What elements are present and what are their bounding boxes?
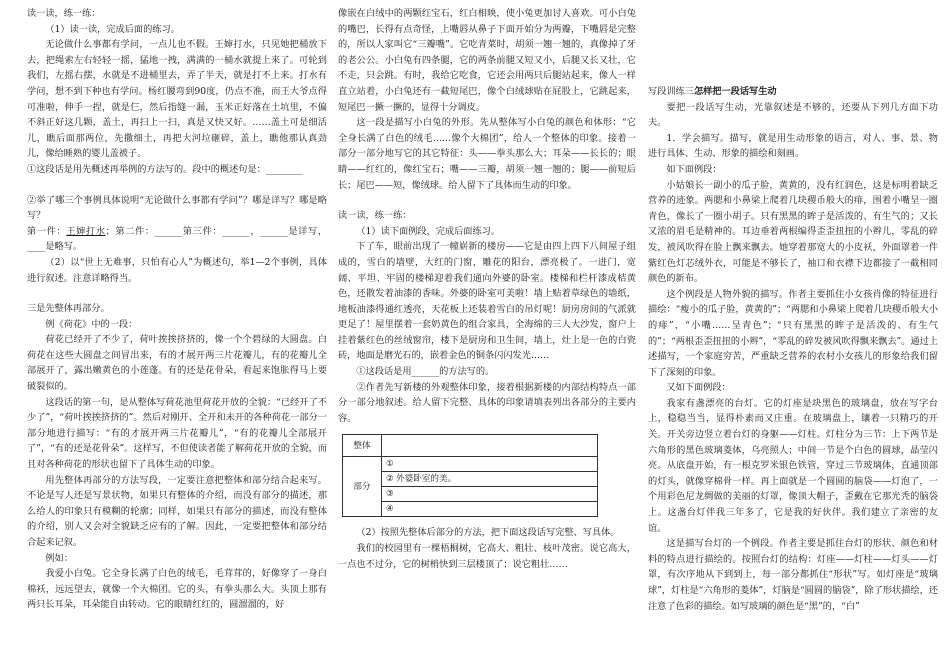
passage-lotus: 荷花已经开了不少了，荷叶挨挨挤挤的，像一个个碧绿的大圆盘。白荷花在这些大圆盘之间冒出来，有的才展开两三片花瓣儿，有的花瓣儿全部展开了，露出嫩黄色的小莲蓬。有的还是花骨朵，看起来饱胀得马上要破裂似的。: [27, 334, 327, 393]
question-text: ①这段话是用先概述再举例的方法写的。段中的概述句是：: [27, 163, 266, 175]
section-title: 怎样把一段话写生动: [693, 86, 777, 97]
table-cell-part: [382, 487, 598, 502]
table-row: [343, 457, 598, 472]
task-write-examples: （2）以“世上无难事，只怕有心人”为概述句，举1—2个事例，具体进行叙述。注意详略得当。: [27, 256, 327, 284]
answer-first-value: 王婶打水: [66, 225, 106, 237]
passage-little-girl: 小姑娘长一副小的瓜子脸，黄黄的，没有红润色，这是标明着缺乏营养的迹象。两腮和小鼻梁上爬着几块稷币般大的痱，围着小嘴呈一圈青色，像长了一圈小胡子。只有黑黑的眸子是活泼的、有生气的；又长又浓的眉毛是精神的。耳边垂着两根编得歪歪扭扭的小辫儿，零乱的碎发，被风吹得在脸上飘来飘去。她穿着那宽大的小皮袄，外面罩着一件紫红色灯芯绒外衣，可能是不够长了，袖口和衣襟下边都接了一截相同颜色的新布。: [648, 179, 938, 285]
practice-intro: 读一读，练一练：: [27, 8, 101, 19]
item-number: ④: [386, 504, 394, 515]
answer-second-prefix: ；第二件：: [105, 225, 155, 237]
table-cell-part: [382, 457, 598, 472]
answer-blank: ________: [265, 163, 303, 175]
example-label-rabbit: 例如：: [45, 552, 73, 564]
question-fill-table: ②作者先写新楼的外观整体印象，接着根据新楼的内部结构特点一部分一部分地叙述。给人留下完整、具体的印象请填表列出各部分的主要内容。: [338, 381, 636, 424]
question-text: ①这段话是用: [356, 366, 412, 378]
question-three-examples: ②举了哪三个事例具体说明“无论做什么事都有学问”？哪是详写？哪是略写？: [27, 194, 327, 222]
item-text: 外婆卧室的美。: [396, 474, 457, 485]
spacer: [27, 178, 327, 193]
task-read-example: （1）读下面例段，完成后面练习。: [356, 225, 501, 237]
column-left: [27, 6, 327, 613]
passage-parasol-tree: 我们的校园里有一棵梧桐树，它高大、粗壮、枝叶茂密。说它高大，一点也不过分，它的树梢快到三层楼顶了；说它粗壮……: [338, 543, 636, 570]
analysis-rabbit: 这一段是描写小白兔的外形。先从整体写小白兔的颜色和体形：“它全身长满了白色的绒毛……像个大棉团”，给人一个整体的印象。接着一部分一部分地写它的其它特征：头——拳头那么大；耳朵——长长的；眼睛——红红的，像红宝石；嘴——三瓣，胡须一翘一翘的；腿——前短后长；尾巴——短，像绒球。给人留下了具体而生动的印象。: [338, 117, 636, 191]
table-cell-part: [382, 472, 598, 487]
section-intro: 要把一段话写生动，光靠叙述是不够的，还要从下列几方面下功夫。: [648, 101, 938, 129]
table-row-whole: [343, 435, 598, 457]
table-cell-whole: [382, 435, 598, 457]
question-suffix: 的方法写的。: [439, 366, 495, 378]
example-label-lotus: 例《荷花》中的一段：: [45, 318, 138, 330]
practice-intro: 读一读，练一练：: [338, 210, 412, 222]
answer-blank: ______: [154, 225, 183, 237]
whole-part-table: [342, 434, 598, 517]
table-row: [343, 472, 598, 487]
column-middle: [338, 6, 636, 572]
task-complete-paragraph: （2）按照先整体后部分的方法，把下面这段话写完整、写具体。: [356, 527, 620, 539]
answer-brief-suffix: 是略写。: [45, 241, 83, 253]
item-number: ③: [386, 489, 394, 500]
analysis-desk-lamp: 这是描写台灯的一个例段。作者主要是抓住台灯的形状、颜色和材料的特点进行描绘的。按照台灯的结构：灯座——灯柱——灯头——灯罩，有次序地从下到到上，每一部分都抓住“形状”写。如灯座是“玻璃球”，灯柱是“六角形的菱体”，灯脑是“圆圆的脑袋”，除了形状描绘，还注意了色彩的描绘。如写玻璃的颜色是“黑”的，“白”: [648, 538, 938, 612]
item-number: ②: [386, 474, 394, 485]
table-row: [343, 487, 598, 502]
column-right: [648, 84, 938, 614]
passage-rabbit-continued: 像嵌在白绒中的两颗红宝石，红白相映，使小兔更加讨人喜欢。可小白兔的嘴巴，长得有点奇怪，上嘴唇从鼻子下面开始分为两瓣，下嘴唇是完整的，所以人家叫它“三瓣嘴”。它吃青菜时，胡须一翘一翘的，真像掉了牙的老公公。小白兔有四条腿，它的两条前腿又短又小，后腿又长又壮，它不走，只会跳。有时，我给它吃食，它还会用两只后腿站起来，像人一样直立站着，小白兔还有一截短尾巴，像个白绒球贴在屁股上，它跳起来，短尾巴一撅一撅的，显得十分调皮。: [338, 8, 636, 113]
answer-blank: ______: [260, 225, 288, 237]
passage-new-house: 下了车，眼前出现了一幢崭新的楼房——它是由四上四下八间屋子组成的，雪白的墙壁，大红的门窗，雕花的阳台，漂亮极了。一进门，宽阔、平坦、牢固的楼梯迎着我们通向外婆的卧室。楼梯和栏杆漆成桔黄色，还散发着油漆的香味。外婆的卧室可美啦！墙上贴着草绿色的墙纸，地板油漆得通红透亮，天花板上还装着雪白的吊灯呢！厨房房间的气派就更足了！屋里摆着一套奶黄色的组合家具，全海绵的三人大沙发，窗户上挂着紫红色的丝绒窗帘，楼下是厨房和卫生间，墙上，灶上是一色的白瓷砖，地面是磨光石的，嵌着金色的铜条闪闪发光……: [338, 241, 636, 362]
passage-rabbit-start: 我爱小白兔。它全身长满了白色的绒毛，毛茸茸的，好像穿了一身白棉袄，远远望去，就像一个大棉团。它的头，有拳头那么大。头顶上那有两只长耳朵，耳朵能自由转动。它的眼睛红红的，圆溜溜的，好: [27, 568, 327, 611]
question-method: [338, 364, 636, 380]
answer-detailed-suffix: 是详写，: [287, 225, 327, 237]
analysis-whole-and-part: 用先整体再部分的方法写段，一定要注意把整体和部分结合起来写。不论是写人还是写景状物，如果只有整体的介绍，而没有部分的描述，那么给人的印象只有模糊的轮廓；同样，如果只有部分的描述，而没有整体的介绍，别人又会对全貌缺乏应有的了解。因此，一定要把整体和部分结合起来记叙。: [27, 474, 327, 548]
section-heading: [648, 84, 938, 100]
point-description: 1．学会描写。描写，就是用生动形象的语言，对人、事、景、物进行具体、生动、形象的描绘和刻画。: [648, 132, 938, 160]
passage-desk-lamp: 我家有盏漂亮的台灯。它的灯座是块黑色的玻璃盘，放在写字台上，稳稳当当，显得朴素而又庄重。在玻璃盘上，镶着一只精巧的开关。开关旁边竖立着台灯的身躯——灯柱。灯柱分为三节：上下两节是六角形的黑色玻璃菱体，乌亮照人；中间一节是个白色的圆球，晶莹闪亮。从底盘开始，有一根克罗米银色铁管，穿过三节玻璃体，直通顶部的灯头，就像穿棉骨一样。再上面就是一个圆圆的脑袋——灯泡了，一个用彩色尼龙绸做的美丽的灯罩，像顶大帽子，歪戴在它那光秃的脑袋上。这盏台灯伴我三年多了，它是我的好伙伴。我们建立了亲密的友谊。: [648, 397, 938, 534]
table-cell-part: [382, 502, 598, 517]
example-label-girl: 如下面例段：: [666, 163, 722, 175]
answer-blank: ______: [222, 225, 250, 237]
task-read-complete: （1）读一读，完成后面的练习。: [45, 23, 180, 35]
question-summary-sentence: [27, 162, 327, 178]
table-label-whole: 整体: [343, 435, 382, 457]
item-number: ①: [386, 459, 394, 470]
answer-blank: ______: [411, 366, 440, 378]
answer-first-prefix: 第一件：: [27, 225, 67, 237]
passage-learning-everywhere: 无论做什么事都有学问，一点儿也不假。王婶打水，只见她把桶放下去，把绳索左右轻轻一摇，猛地一拽，满满的一桶水就提上来了。可轮到我们，左摇右摆，水就是不进桶里去，弄了半天，就是打不上来。打水有学问，想不到下种也有学问。杨红腰弯到90度，仍点不准，而王大爷点得可准啦，伸手一捏，就是仨，然后指缝一漏，玉米正好落在土坑里，不偏不斜正好这几颗，盖土，再扫上一扫，真是又快又好。……盖土可是细活儿，瞧后面那两位，先撒细土，再把大河垃砸碎，盖上，瞧他那认真劲儿，像给睡熟的婴儿盖被子。: [27, 39, 327, 160]
table-label-part: 部分: [343, 457, 382, 517]
spacer: [27, 286, 327, 301]
spacer: [338, 193, 636, 208]
answer-line: 第一件：王婶打水；第二件：______第三件：______，______是详写，____是略写。: [27, 225, 327, 253]
section-prefix: 写段训练三: [648, 86, 694, 97]
answer-blank: ____: [27, 241, 46, 253]
analysis-little-girl: 这个例段是人物外貌的描写。作者主要抓住小女孩肖像的特征进行描绘：“瘦小的瓜子脸，黄黄的”；“两腮和小鼻梁上爬着几块稷币般大小的痱”，“小嘴……呈青色”；“只有黑黑的眸子是活泼的、有生气的”；“两根歪歪扭扭的小辫”，“零乱的碎发被风吹得飘来飘去”。通过上述描写，一个家庭穷苦，严重缺乏营养的农村小女孩儿的形象给我们留下了深刻的印象。: [648, 288, 938, 378]
analysis-lotus: 这段话的第一句，是从整体写荷花池里荷花开放的全貌：“已经开了不少了”，“荷叶挨挨挤挤的”。然后对刚开、全开和未开的各种荷花一部分一部分地进行描写：“有的才展开两三片花瓣儿”，“有的花瓣儿全部展开了”，“有的还是花骨朵”。这样写，不但使读者能了解荷花开放的全貌，而且对各种荷花的形状也留下了具体生动的印象。: [27, 396, 327, 471]
answer-third-prefix: 第三件：: [182, 225, 223, 237]
section-whole-then-part: 三是先整体再部分。: [27, 303, 110, 315]
table-row: [343, 502, 598, 517]
example-label-lamp: 又如下面例段：: [666, 382, 731, 394]
